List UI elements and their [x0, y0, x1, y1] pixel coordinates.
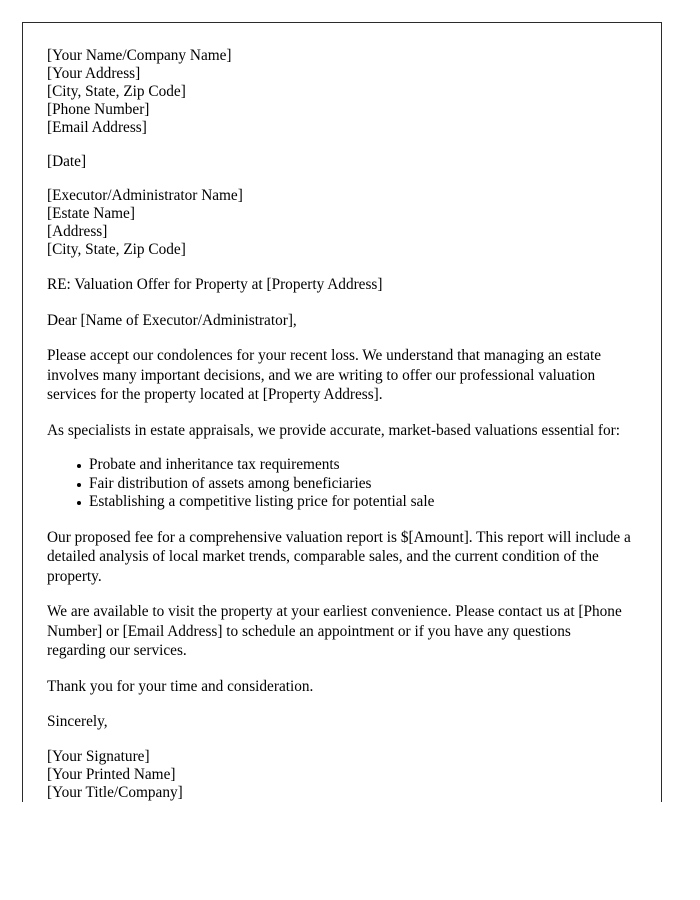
body-paragraph-4: We are available to visit the property at your earliest convenience. Please contact us at [Phone Number] or [Email Address] to schedule an appointment or if you have any questions regarding our services.: [47, 603, 622, 659]
spacer: [47, 137, 631, 153]
spacer: [47, 696, 631, 712]
recipient-address-block: [47, 187, 631, 259]
spacer: [47, 440, 631, 456]
signature-block: [47, 748, 631, 802]
list-item: Probate and inheritance tax requirements: [47, 456, 631, 475]
spacer: [47, 295, 631, 311]
spacer: [47, 661, 631, 677]
sender-line: [City, State, Zip Code]: [47, 83, 186, 100]
salutation: Dear [Name of Executor/Administrator],: [47, 311, 297, 329]
body-paragraph-2: As specialists in estate appraisals, we provide accurate, market-based valuations essential for:: [47, 421, 621, 439]
sender-line: [Your Name/Company Name]: [47, 47, 232, 64]
sender-line: [Your Address]: [47, 65, 141, 82]
document-page: [22, 22, 662, 802]
recipient-line: [City, State, Zip Code]: [47, 241, 186, 258]
body-paragraph-3: Our proposed fee for a comprehensive valuation report is $[Amount]. This report will include a detailed analysis of local market trends, comparable sales, and the current condition of the property.: [47, 528, 631, 585]
signature-line: [Your Title/Company]: [47, 783, 183, 801]
benefits-list: [47, 456, 631, 512]
list-item: Fair distribution of assets among beneficiaries: [47, 475, 631, 494]
closing-line: Sincerely,: [47, 713, 108, 730]
spacer: [47, 259, 631, 275]
letter-content: [47, 47, 631, 802]
list-item: Establishing a competitive listing price for potential sale: [47, 493, 631, 512]
date-block: [47, 153, 631, 171]
spacer: [47, 405, 631, 421]
signature-line: [Your Printed Name]: [47, 765, 176, 783]
body-paragraph-1: Please accept our condolences for your recent loss. We understand that managing an estate involves many important decisions, and we are writing to offer our professional valuation services for the property located at [Property Address].: [47, 347, 602, 403]
sender-line: [Email Address]: [47, 119, 147, 136]
recipient-line: [Address]: [47, 223, 108, 240]
sender-address-block: [47, 47, 631, 137]
spacer: [47, 512, 631, 528]
date-line: [Date]: [47, 153, 87, 170]
spacer: [47, 586, 631, 602]
spacer: [47, 732, 631, 748]
spacer: [47, 330, 631, 346]
spacer: [47, 171, 631, 187]
signature-line: [Your Signature]: [47, 747, 150, 765]
recipient-line: [Executor/Administrator Name]: [47, 187, 243, 204]
sender-line: [Phone Number]: [47, 101, 150, 118]
subject-line: RE: Valuation Offer for Property at [Property Address]: [47, 276, 383, 293]
body-paragraph-5: Thank you for your time and consideration.: [47, 677, 314, 695]
recipient-line: [Estate Name]: [47, 205, 135, 222]
